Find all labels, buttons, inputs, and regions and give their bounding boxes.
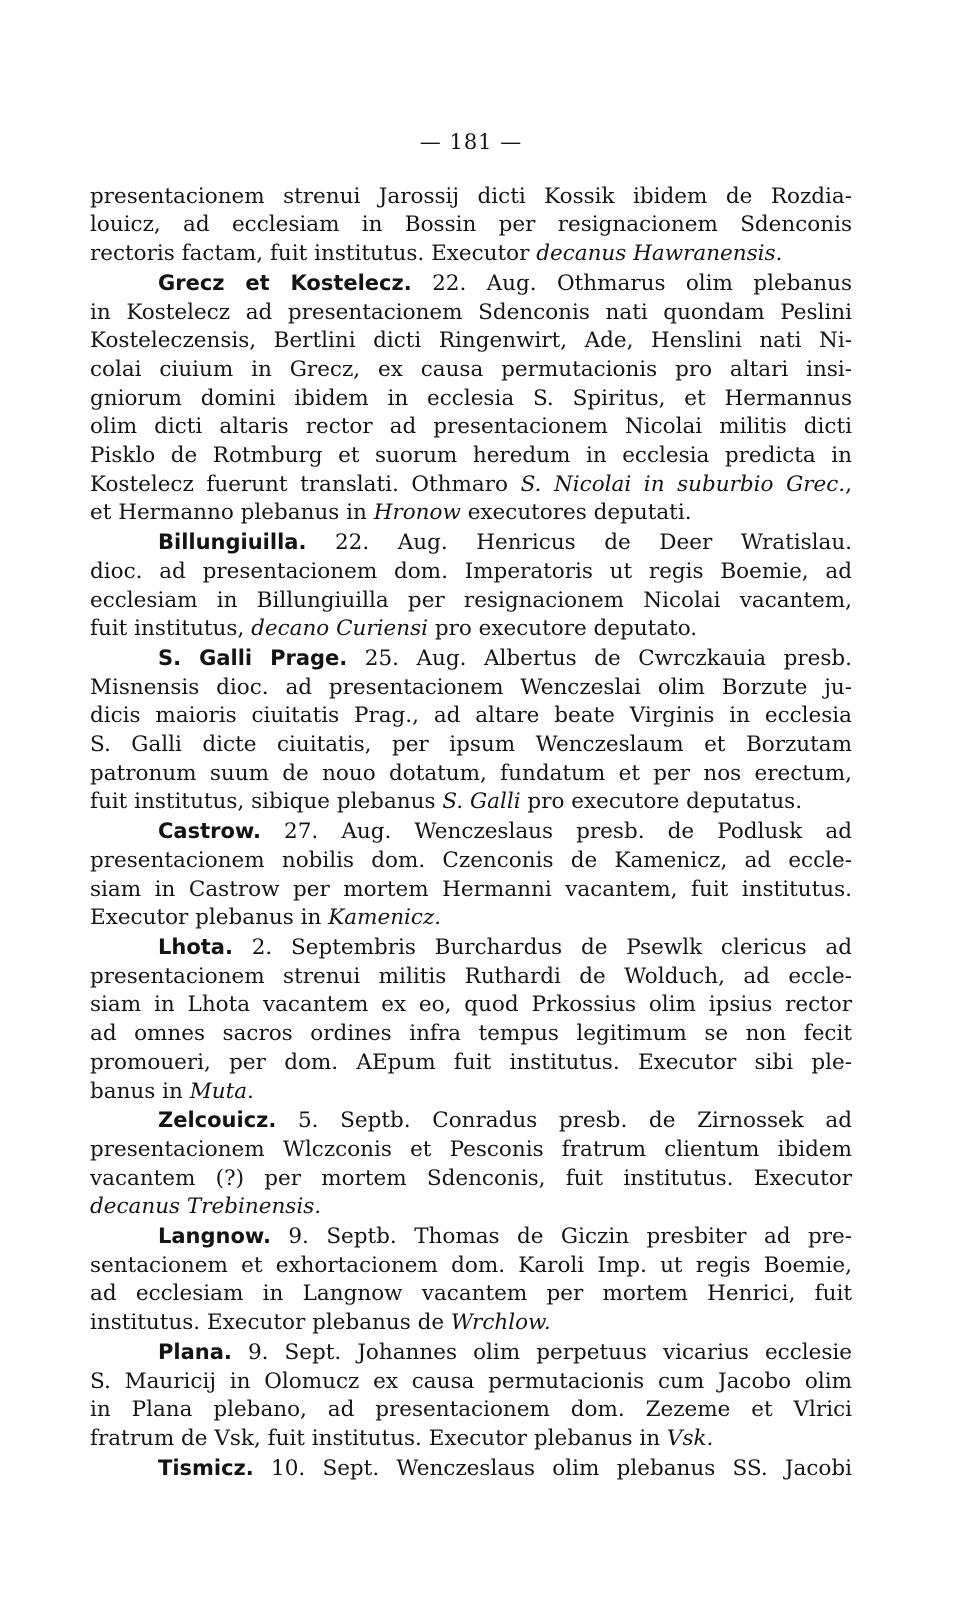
text: siam in Lhota vacantem ex eo, quod Prkossius olim ipsius rector xyxy=(90,992,852,1018)
text: banus in xyxy=(90,1078,190,1104)
text-line xyxy=(90,1222,852,1252)
text: 22. Aug. Henricus de Deer Wratislau. xyxy=(306,530,852,556)
text-line xyxy=(90,240,852,269)
text: ad omnes sacros ordines infra tempus legitimum se non fecit xyxy=(90,1021,852,1047)
text: pro executore deputato. xyxy=(428,616,698,642)
place-heading: S. Galli Prage. xyxy=(158,645,348,670)
text-line xyxy=(90,1338,852,1368)
text-line xyxy=(90,615,852,644)
place-heading: Grecz et Kostelecz. xyxy=(158,270,412,295)
text-line xyxy=(90,1280,852,1309)
text: dicis maioris ciuitatis Prag., ad altare beate Virginis in ecclesia xyxy=(90,703,852,729)
text-line xyxy=(90,183,852,212)
place-heading: Zelcouicz. xyxy=(158,1108,277,1133)
text-line xyxy=(90,327,852,356)
text-line xyxy=(90,1309,852,1338)
text: 27. Aug. Wenczeslaus presb. de Podlusk ad xyxy=(260,819,852,845)
entry xyxy=(90,269,852,528)
text: 2. Septembris Burchardus de Psewlk clericus ad xyxy=(232,934,852,960)
text: in Plana plebano, ad presentacionem dom. Zezeme et Vlrici xyxy=(90,1397,852,1423)
text-line xyxy=(90,471,852,500)
text: sentacionem et exhortacionem dom. Karoli Imp. ut regis Boemie, xyxy=(90,1252,852,1278)
text-line xyxy=(90,299,852,328)
text-line xyxy=(90,644,852,674)
entry xyxy=(90,644,852,817)
place-heading: Plana. xyxy=(158,1339,232,1364)
text: Executor plebanus in xyxy=(90,905,329,931)
text: presentacionem strenui Jarossij dicti Kossik ibidem de Rozdia- xyxy=(90,183,852,209)
text: colai ciuium in Grecz, ex causa permutacionis pro altari insi- xyxy=(90,356,852,382)
document-page xyxy=(90,128,852,1483)
text-line xyxy=(90,587,852,616)
text-line xyxy=(90,1078,852,1107)
entry xyxy=(90,817,852,933)
text-line xyxy=(90,1193,852,1222)
text-line xyxy=(90,1106,852,1136)
text: , xyxy=(845,471,852,497)
text: presentacionem Wlczconis et Pesconis fratrum clientum ibidem xyxy=(90,1136,852,1162)
text-line xyxy=(90,558,852,587)
text-line xyxy=(90,269,852,299)
text-line xyxy=(90,876,852,905)
text-line xyxy=(90,963,852,992)
italic-text: Hronow xyxy=(373,500,461,526)
text-line xyxy=(90,1454,852,1484)
entry xyxy=(90,528,852,644)
text-line xyxy=(90,1165,852,1194)
text: S. Galli dicte ciuitatis, per ipsum Wenczeslaum et Borzutam xyxy=(90,732,852,758)
text-line xyxy=(90,674,852,703)
text: olim dicti altaris rector ad presentacionem Nicolai militis dicti xyxy=(90,414,852,440)
text: rectoris factam, fuit institutus. Executor xyxy=(90,241,537,267)
entry xyxy=(90,1338,852,1454)
italic-text: decano Curiensi xyxy=(251,616,429,642)
place-heading: Tismicz. xyxy=(158,1455,254,1480)
text-line xyxy=(90,760,852,789)
text: louicz, ad ecclesiam in Bossin per resignacionem Sdenconis xyxy=(90,212,852,238)
text-line xyxy=(90,528,852,558)
text: fratrum de Vsk, fuit institutus. Executor plebanus in xyxy=(90,1425,667,1451)
entry xyxy=(90,1106,852,1222)
text: ecclesiam in Billungiuilla per resignacionem Nicolai vacantem, xyxy=(90,587,852,613)
text-line xyxy=(90,1020,852,1049)
text-line xyxy=(90,385,852,414)
italic-text: Muta. xyxy=(189,1078,254,1104)
text-line xyxy=(90,847,852,876)
text-line xyxy=(90,211,852,240)
place-heading: Langnow. xyxy=(158,1224,271,1249)
text: fuit institutus, sibique plebanus xyxy=(90,789,443,815)
text: 22. Aug. Othmarus olim plebanus xyxy=(411,270,852,296)
text: 9. Sept. Johannes olim perpetuus vicarius ecclesie xyxy=(231,1339,852,1365)
text: presentacionem nobilis dom. Czenconis de Kamenicz, ad eccle- xyxy=(90,847,852,873)
italic-text: Wrchlow. xyxy=(450,1310,551,1336)
place-heading: Billungiuilla. xyxy=(158,530,307,555)
text-line xyxy=(90,1049,852,1078)
entry xyxy=(90,1454,852,1484)
text-line xyxy=(90,356,852,385)
text-line xyxy=(90,731,852,760)
text: 10. Sept. Wenczeslaus olim plebanus SS. Jacobi xyxy=(253,1455,852,1481)
text-line xyxy=(90,933,852,963)
text-line xyxy=(90,1425,852,1454)
text: et Hermanno plebanus in xyxy=(90,500,374,526)
text-line xyxy=(90,499,852,528)
page-number: — 181 — xyxy=(419,130,523,154)
text: Pisklo de Rotmburg et suorum heredum in ecclesia predicta in xyxy=(90,443,852,469)
text-line xyxy=(90,1136,852,1165)
place-heading: Lhota. xyxy=(158,934,233,959)
entry xyxy=(90,933,852,1106)
text-line xyxy=(90,991,852,1020)
text: Kosteleczensis, Bertlini dicti Ringenwirt, Ade, Henslini nati Ni- xyxy=(90,328,852,354)
text: S. Mauricij in Olomucz ex causa permutacionis cum Jacobo olim xyxy=(90,1368,852,1394)
text-line xyxy=(90,1252,852,1281)
text: Misnensis dioc. ad presentacionem Wenczeslai olim Borzute ju- xyxy=(90,674,852,700)
text: institutus. Executor plebanus de xyxy=(90,1310,451,1336)
text-line xyxy=(90,413,852,442)
italic-text: Kamenicz. xyxy=(328,905,442,931)
text: patronum suum de nouo dotatum, fundatum et per nos erectum, xyxy=(90,760,852,786)
text-line xyxy=(90,788,852,817)
italic-text: decanus Trebinensis. xyxy=(90,1194,322,1220)
text: siam in Castrow per mortem Hermanni vacantem, fuit institutus. xyxy=(90,876,852,902)
text-line xyxy=(90,1396,852,1425)
text: dioc. ad presentacionem dom. Imperatoris ut regis Boemie, ad xyxy=(90,558,852,584)
text-line xyxy=(90,904,852,933)
text-line xyxy=(90,442,852,471)
text-line xyxy=(90,1368,852,1397)
text: executores deputati. xyxy=(460,500,692,526)
italic-text: decanus Hawranensis. xyxy=(536,241,783,267)
place-heading: Castrow. xyxy=(158,819,261,844)
text: promoueri, per dom. AEpum fuit institutus. Executor sibi ple- xyxy=(90,1049,852,1075)
text: 25. Aug. Albertus de Cwrczkauia presb. xyxy=(347,645,852,671)
italic-text: S. Nicolai in suburbio Grec. xyxy=(520,471,846,497)
text-line xyxy=(90,817,852,847)
text: fuit institutus, xyxy=(90,616,252,642)
text: 9. Septb. Thomas de Giczin presbiter ad pre- xyxy=(270,1224,852,1250)
entries-container xyxy=(90,183,852,1484)
italic-text: S. Galli xyxy=(442,789,521,815)
text: gniorum domini ibidem in ecclesia S. Spiritus, et Hermannus xyxy=(90,385,852,411)
text: ad ecclesiam in Langnow vacantem per mortem Henrici, fuit xyxy=(90,1281,852,1307)
text: pro executore deputatus. xyxy=(520,789,803,815)
italic-text: Vsk. xyxy=(666,1425,714,1451)
text: vacantem (?) per mortem Sdenconis, fuit institutus. Executor xyxy=(90,1165,852,1191)
text-line xyxy=(90,702,852,731)
entry xyxy=(90,1222,852,1338)
text: in Kostelecz ad presentacionem Sdenconis nati quondam Peslini xyxy=(90,299,852,325)
text: 5. Septb. Conradus presb. de Zirnossek ad xyxy=(276,1108,852,1134)
entry xyxy=(90,183,852,269)
text: presentacionem strenui militis Ruthardi de Wolduch, ad eccle- xyxy=(90,963,852,989)
text: Kostelecz fuerunt translati. Othmaro xyxy=(90,471,521,497)
